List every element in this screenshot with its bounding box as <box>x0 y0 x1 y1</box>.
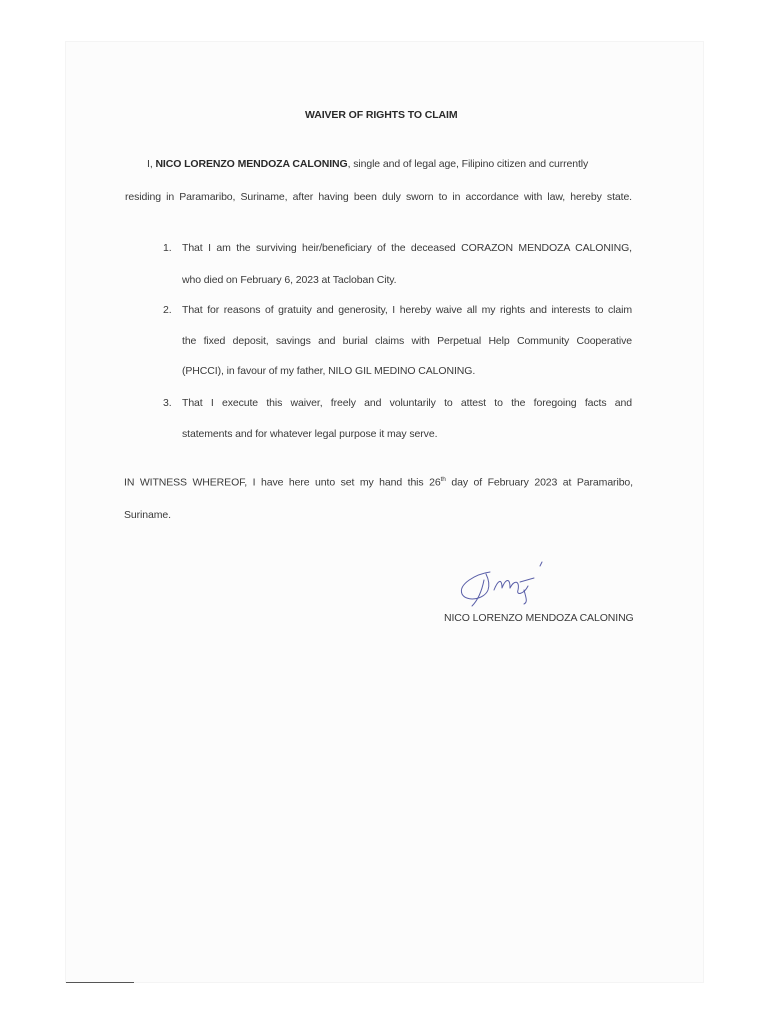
document-page <box>66 42 703 982</box>
item-2-line-1: That for reasons of gratuity and generosity, I hereby waive all my rights and interests to claim <box>182 304 632 316</box>
item-1-number: 1. <box>163 242 172 254</box>
handwritten-signature <box>454 560 564 610</box>
witness-text-after: day of February 2023 at Paramaribo, <box>445 476 633 489</box>
item-2-line-2: the fixed deposit, savings and burial claims with Perpetual Help Community Cooperative <box>182 335 632 347</box>
item-1-line-1: That I am the surviving heir/beneficiary of the deceased CORAZON MENDOZA CALONING, <box>182 242 632 254</box>
witness-superscript: th <box>440 476 446 483</box>
intro-line-2: residing in Paramaribo, Suriname, after having been duly sworn to in accordance with law, hereby state. <box>125 191 632 203</box>
declarant-name: NICO LORENZO MENDOZA CALONING <box>155 158 348 170</box>
item-3-line-2: statements and for whatever legal purpose it may serve. <box>182 428 438 440</box>
item-3-line-1: That I execute this waiver, freely and voluntarily to attest to the foregoing facts and <box>182 397 632 409</box>
witness-line-1 <box>124 476 633 489</box>
item-2-number: 2. <box>163 304 172 316</box>
witness-line-2: Suriname. <box>124 509 171 521</box>
intro-prefix: I, <box>147 158 156 170</box>
signatory-name: NICO LORENZO MENDOZA CALONING <box>444 612 634 624</box>
scan-edge-line <box>66 982 134 983</box>
witness-text-before: IN WITNESS WHEREOF, I have here unto set my hand this 26 <box>124 476 441 489</box>
intro-line-1-rest: , single and of legal age, Filipino citizen and currently <box>347 158 589 170</box>
item-3-number: 3. <box>163 397 172 409</box>
item-2-line-3: (PHCCI), in favour of my father, NILO GIL MEDINO CALONING. <box>182 365 476 377</box>
item-1-line-2: who died on February 6, 2023 at Tacloban City. <box>182 274 397 286</box>
intro-line-1 <box>147 158 633 170</box>
document-title: WAIVER OF RIGHTS TO CLAIM <box>305 109 458 121</box>
